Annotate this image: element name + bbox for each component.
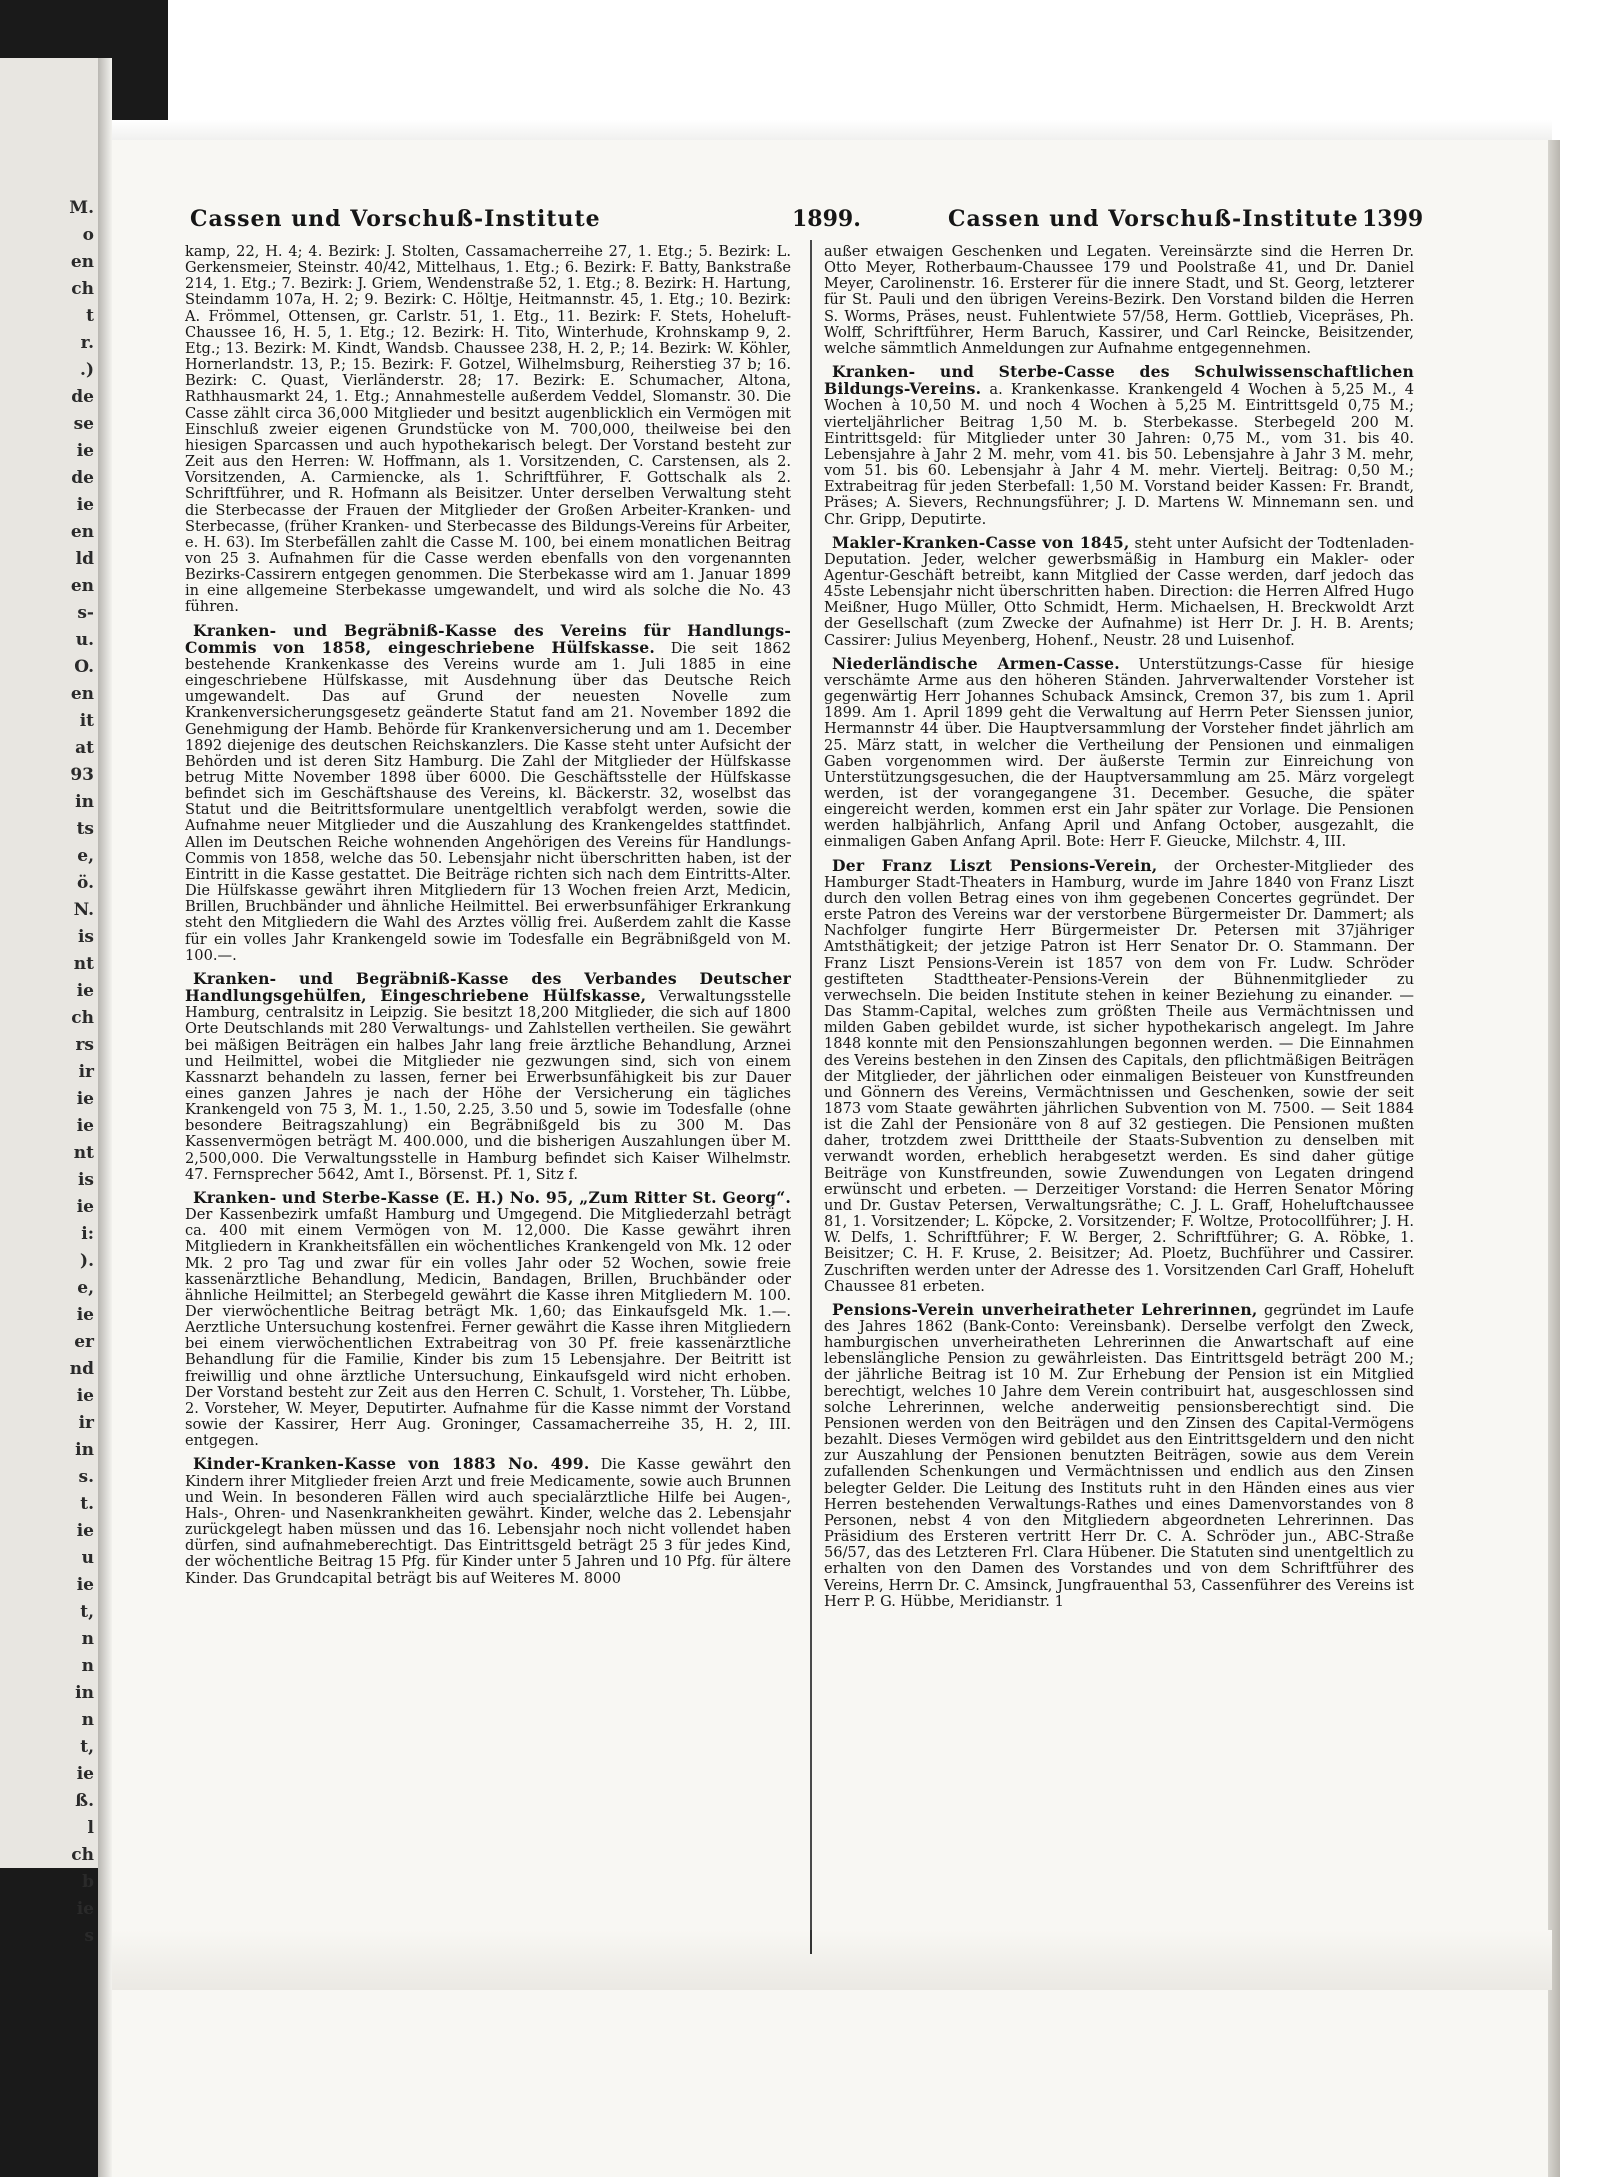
prev-page-fragment: ie (76, 1764, 94, 1784)
directory-entry (824, 855, 1414, 1295)
entry-heading: Kranken- und Begräbniß-Kasse des Verbandes Deutscher Handlungsgehülfen, Eingeschriebene Hülfskasse, (185, 968, 791, 1006)
prev-page-fragment: ß. (75, 1791, 94, 1811)
directory-entry (824, 244, 1414, 357)
prev-page-fragment: ir (78, 1062, 94, 1082)
entry-body: a. Krankenkasse. Krankengeld 4 Wochen à 5,25 M., 4 Wochen à 10,50 M. und noch 4 Wochen à 5,25 M. Eintrittsgeld 0,75 M.; vierteljährlicher Beitrag 1,50 M. b. Sterbekasse. Sterbegeld 200 M. Eintrittsgeld: für Mitglieder unter 30 Jahren: 0,75 M., vom 31. bis 40. Lebensjahre à Jahr 2 M. mehr, vom 41. bis 50. Lebensjahre à Jahr 3 M. mehr, vom 51. bis 60. Lebensjahr à Jahr 4 M. mehr. Viertelj. Beitrag: 0,50 M.; Extrabeitrag für jeden Sterbefall: 1,50 M. Vorstand beider Kassen: Fr. Brandt, Präses; A. Sievers, Rechnungsführer; J. D. Martens W. Minnemann sen. und Chr. Gripp, Deputirte. (824, 381, 1414, 528)
prev-page-fragment: ie (76, 1386, 94, 1406)
prev-page-fragment: in (75, 1683, 94, 1703)
running-head-year: 1899. (792, 206, 861, 232)
prev-page-fragment: ld (75, 549, 94, 569)
prev-page-fragment: n (81, 1710, 94, 1730)
prev-page-fragment: ie (76, 1305, 94, 1325)
directory-entry (185, 968, 791, 1183)
prev-page-fragment: ch (71, 279, 94, 299)
entry-body: Die Kasse gewährt den Kindern ihrer Mitglieder freien Arzt und freie Medicamente, sowie auch Brunnen und Wein. In besonderen Fällen wird auch specialärztliche Hilfe bei Augen-, Hals-, Ohren- und Nasenkrankheiten gewährt. Kinder, welche das 2. Lebensjahr zurückgelegt haben müssen und das 16. Lebensjahr noch nicht vollendet haben dürfen, sind aufnahmeberechtigt. Das Eintrittsgeld beträgt 25 Ꝫ für jedes Kind, der wöchentliche Beitrag 15 Pfg. für Kinder unter 5 Jahren und 10 Pfg. für ältere Kinder. Das Grundcapital beträgt bis auf Weiteres M. 8000 (185, 1456, 792, 1587)
entry-body: kamp, 22, H. 4; 4. Bezirk: J. Stolten, Cassamacherreihe 27, 1. Etg.; 5. Bezirk: L. Gerkensmeier, Steinstr. 40/42, Mittelhaus, 1. Etg.; 6. Bezirk: F. Batty, Bankstraße 214, 1. Etg.; 7. Bezirk: J. Griem, Wendenstraße 52, 1. Etg.; 8. Bezirk: H. Hartung, Steindamm 107a, H. 2; 9. Bezirk: C. Höltje, Heitmannstr. 45, 1. Etg.; 10. Bezirk: A. Frömmel, Ottensen, gr. Carlstr. 51, 1. Etg., 11. Bezirk: F. Stets, Hoheluft-Chaussee 16, H. 5, 1. Etg.; 12. Bezirk: H. Tito, Winterhude, Krohnskamp 9, 2. Etg.; 13. Bezirk: M. Kindt, Wandsb. Chaussee 238, H. 2, P.; 14. Bezirk: W. Köhler, Hornerlandstr. 13, P.; 15. Bezirk: F. Gotzel, Wilhelmsburg, Reiherstieg 37 b; 16. Bezirk: C. Quast, Vierländerstr. 28; 17. Bezirk: E. Schumacher, Altona, Rathhausmarkt 24, 1. Etg.; Annahmestelle außerdem Veddel, Slomanstr. 30. Die Casse zählt circa 36,000 Mitglieder und besitzt augenblicklich ein Vermögen mit Einschluß zweier eigenen Grundstücke von M. 700,000, theilweise bei den hiesigen Sparcassen und auch hypothekarisch belegt. Der Vorstand besteht zur Zeit aus den Herren: W. Hoffmann, als 1. Vorsitzenden, C. Carstensen, als 2. Vorsitzenden, A. Carmiencke, als 1. Schriftführer, F. Gottschalk als 2. Schriftführer, und R. Hofmann als Beisitzer. Unter derselben Verwaltung steht die Sterbecasse der Frauen der Mitglieder der Großen Arbeiter-Kranken- und Sterbecasse, (früher Kranken- und Sterbecasse des Bildungs-Vereins für Arbeiter, e. H. 63). Im Sterbefällen zahlt die Casse M. 100, bei einem monatlichen Beitrag von 25 Ꝫ. Aufnahmen für die Casse werden ebenfalls von den vorgenannten Bezirks-Cassirern entgegen genommen. Die Sterbekasse wird am 1. Januar 1899 in eine allgemeine Sterbekasse umgewandelt, und wird als solche die No. 43 führen. (185, 243, 791, 616)
prev-page-fragment: ö. (77, 873, 94, 893)
column-divider-end (810, 1930, 812, 1954)
prev-page-fragment: is (77, 927, 94, 947)
entry-body: Die seit 1862 bestehende Krankenkasse des Vereins wurde am 1. Juli 1885 in eine eingeschriebene Hülfskasse, mit Ausdehnung über das Deutsche Reich umgewandelt. Das auf Grund der neuesten Novelle zum Krankenversicherungsgesetz geänderte Statut fand am 21. November 1892 die Genehmigung der Hamb. Behörde für Krankenversicherung und am 1. December 1892 diejenige des deutschen Reichskanzlers. Die Kasse steht unter Aufsicht der Behörden und ist deren Sitz Hamburg. Die Zahl der Mitglieder der Hülfskasse betrug Mitte November 1898 über 6000. Die Geschäftsstelle der Hülfskasse befindet sich im Geschäftshause des Vereins, kl. Bäckerstr. 32, woselbst das Statut und die Beitrittsformulare unentgeltlich verabfolgt werden, sowie die Aufnahme neuer Mitglieder und die Auszahlung des Krankengeldes stattfindet. Allen im Deutschen Reiche wohnenden Angehörigen des Vereins für Handlungs-Commis von 1858, welche das 50. Lebensjahr nicht überschritten haben, ist der Eintritt in die Kasse gestattet. Die Beiträge richten sich nach dem Eintritts-Alter. Die Hülfskasse gewährt ihren Mitgliedern für 13 Wochen freien Arzt, Medicin, Brillen, Bruchbänder und ähnliche Heilmittel. Bei erwerbsunfähiger Erkrankung steht den Mitgliedern die Wahl des Arztes völlig frei. Außerdem zahlt die Kasse für ein volles Jahr Krankengeld sowie im Todesfalle ein Begräbnißgeld von M. 100.—. (185, 639, 791, 964)
prev-page-fragment: s. (78, 1467, 94, 1487)
prev-page-fragment: ie (76, 1899, 94, 1919)
prev-page-fragment: er (74, 1332, 94, 1352)
directory-entry (185, 620, 791, 964)
prev-page-fragment: .) (80, 360, 94, 380)
entry-body: Der Kassenbezirk umfaßt Hamburg und Umgegend. Die Mitgliederzahl beträgt ca. 400 mit einem Vermögen von M. 12,000. Die Kasse gewährt ihren Mitgliedern in Krankheitsfällen ein wöchentliches Krankengeld von Mk. 12 oder Mk. 2 pro Tag und zwar für ein volles Jahr oder 52 Wochen, sowie freie kassenärztliche Behandlung, Medicin, Bandagen, Brillen, Bruchbänder oder ähnliche Heilmittel; an Sterbegeld gewährt die Kasse ihren Mitgliedern M. 100. Der vierwöchentliche Beitrag beträgt Mk. 1,60; das Einkaufsgeld Mk. 1.—. Aerztliche Untersuchung kostenfrei. Ferner gewährt die Kasse ihren Mitgliedern bei einem vierwöchentlichen Extrabeitrag von 30 Pf. freie kassenärztliche Behandlung für die Familie, Kinder bis zum 15 Lebensjahre. Der Beitritt ist freiwillig und ohne ärztliche Untersuchung, Einkaufsgeld wird nicht erhoben. Der Vorstand besteht zur Zeit aus den Herren C. Schult, 1. Vorsteher, Th. Lübbe, 2. Vorsteher, W. Meyer, Deputirter. Aufnahme für die Kasse nimmt der Vorstand sowie der Kassirer, Herr Aug. Groninger, Cassamacherreihe 35, H. 2, III. entgegen. (185, 1206, 791, 1450)
entry-body: gegründet im Laufe des Jahres 1862 (Bank-Conto: Vereinsbank). Derselbe verfolgt den Zweck, hamburgischen unverheiratheten Lehrerinnen die Anwartschaft auf eine lebenslängliche Pension zu gewährleisten. Das Eintrittsgeld beträgt 200 M.; der jährliche Beitrag ist 10 M. Zur Erhebung der Pension ist ein Mitglied berechtigt, welches 10 Jahre dem Verein contribuirt hat, ausgeschlossen sind solche Lehrerinnen, welche anderweitig pensionsberechtigt sind. Die Pensionen werden von den Beiträgen und den Zinsen des Capital-Vermögens bezahlt. Dieses Vermögen wird gebildet aus den Eintrittsgeldern und den nicht zur Auszahlung der Pensionen benutzten Beiträgen, sowie aus dem Verein zufallenden Schenkungen und Vermächtnissen und endlich aus den Zinsen belegter Gelder. Die Leitung des Instituts ruht in den Händen eines aus vier Herren bestehenden Verwaltungs-Rathes und eines Damenvorstandes von 8 Personen, nebst 4 von den Mitgliedern abgeordneten Lehrerinnen. Das Präsidium des Ersteren vertritt Herr Dr. C. A. Schröder jun., ABC-Straße 56/57, das des Letzteren Frl. Clara Hübener. Die Statuten sind unentgeltlich zu erhalten von den Damen des Vorstandes und von dem Schriftführer des Vereins, Herrn Dr. C. Amsinck, Jungfrauenthal 53, Cassenführer des Vereins ist Herr P. G. Hübbe, Meridianstr. 1 (824, 1301, 1415, 1610)
prev-page-fragment: e, (77, 846, 94, 866)
prev-page-fragment: s (84, 1926, 94, 1946)
entry-heading: Kinder-Kranken-Kasse von 1883 No. 499. (193, 1454, 590, 1474)
directory-entry (824, 1299, 1415, 1610)
prev-page-fragment: ). (80, 1251, 94, 1271)
prev-page-fragment: at (75, 738, 94, 758)
prev-page-fragment: it (79, 711, 94, 731)
prev-page-fragment: i: (81, 1224, 94, 1244)
running-head-left: Cassen und Vorschuß-Institute (190, 206, 601, 232)
entry-heading: Der Franz Liszt Pensions-Verein, (832, 855, 1158, 875)
entry-body: außer etwaigen Geschenken und Legaten. Vereinsärzte sind die Herren Dr. Otto Meyer, Rotherbaum-Chaussee 179 und Poolstraße 41, und Dr. Daniel Meyer, Carolinenstr. 16. Ersterer für die innere Stadt, und St. Georg, letzterer für St. Pauli und den übrigen Vereins-Bezirk. Den Vorstand bilden die Herren S. Worms, Präses, neust. Fuhlentwiete 57/58, Herm. Gottlieb, Vicepräses, Ph. Wolff, Schriftführer, Herm Baruch, Kassirer, und Carl Reincke, Beisitzender, welche sämmtlich Anmeldungen zur Aufnahme entgegennehmen. (824, 243, 1414, 357)
prev-page-fragment: t, (80, 1602, 94, 1622)
entry-body: steht unter Aufsicht der Todtenladen-Deputation. Jeder, welcher gewerbsmäßig in Hamburg ein Makler- oder Agentur-Geschäft betreibt, kann Mitglied der Casse werden, darf jedoch das 45ste Lebensjahr nicht überschritten haben. Direction: die Herren Alfred Hugo Meißner, Hugo Müller, Otto Schmidt, Herm. Michaelsen, H. Breckwoldt Arzt der Gesellschaft (zum Zwecke der Aufnahme) ist Herr Dr. J. H. B. Arents; Cassirer: Julius Meyenberg, Hohenf., Neustr. 28 und Luisenhof. (824, 534, 1415, 649)
prev-page-fragment: ie (76, 1521, 94, 1541)
prev-page-fragment: 93 (70, 765, 94, 785)
prev-page-fragment: n (81, 1656, 94, 1676)
entry-heading: Makler-Kranken-Casse von 1845, (832, 532, 1130, 552)
prev-page-fragment: in (75, 792, 94, 812)
prev-page-fragment: is (77, 1170, 94, 1190)
directory-entry (824, 653, 1414, 851)
prev-page-fragment: ie (76, 1197, 94, 1217)
directory-entry (185, 244, 791, 616)
prev-page-fragment: u (81, 1548, 94, 1568)
prev-page-fragment: ch (71, 1008, 94, 1028)
prev-page-fragment: rs (75, 1035, 94, 1055)
entry-body: Unterstützungs-Casse für hiesige verschämte Arme aus den höheren Ständen. Jahrverwaltender Vorsteher ist gegenwärtig Herr Johannes Schuback Amsinck, Cremon 37, bis zum 1. April 1899. Am 1. April 1899 geht die Verwaltung auf Herrn Peter Sienssen junior, Hermannstr 44 über. Die Hauptversammlung der Vorsteher findet jährlich am 25. März statt, in welcher die Vertheilung der Pensionen und einmaligen Gaben vorgenommen wird. Der äußerste Termin zur Einreichung von Unterstützungsgesuchen, die der Hauptversammlung am 25. März vorgelegt werden, ist der vorangegangene 31. December. Gesuche, die später eingereicht werden, kommen erst ein Jahr später zur Vorlage. Die Pensionen werden halbjährlich, Anfang April und Anfang October, ausgezahlt, die einmaligen Gaben Anfang April. Bote: Herr F. Gieucke, Milchstr. 4, III. (824, 655, 1414, 851)
text-column-left (185, 244, 791, 1930)
prev-page-fragment: ts (76, 819, 94, 839)
directory-entry (185, 1456, 791, 1586)
prev-page-fragment: ie (76, 981, 94, 1001)
prev-page-fragment: en (70, 252, 94, 272)
prev-page-fragment: n (81, 1629, 94, 1649)
prev-page-fragment: nt (73, 954, 94, 974)
prev-page-fragment: se (73, 414, 94, 434)
prev-page-fragment: ie (76, 1089, 94, 1109)
prev-page-fragment: s- (77, 603, 94, 623)
page-right-edge (1548, 140, 1560, 2177)
prev-page-fragment: nd (69, 1359, 94, 1379)
prev-page-fragment: en (70, 576, 94, 596)
prev-page-fragment: M. (69, 198, 94, 218)
directory-entry (185, 1187, 791, 1450)
book-gutter (98, 58, 112, 2177)
prev-page-fragment: ie (76, 441, 94, 461)
prev-page-fragment: t. (80, 1494, 94, 1514)
prev-page-fragment: r. (80, 333, 94, 353)
prev-page-fragment: N. (73, 900, 94, 920)
page-number: 1399 (1362, 206, 1424, 232)
previous-page-edge (0, 58, 98, 1946)
running-head-right: Cassen und Vorschuß-Institute (948, 206, 1359, 232)
entry-heading: Kranken- und Sterbe-Casse des Schulwissenschaftlichen Bildungs-Vereins. (824, 362, 1414, 399)
entry-heading: Niederländische Armen-Casse. (832, 653, 1120, 673)
prev-page-fragment: ch (71, 1845, 94, 1865)
prev-page-fragment: de (71, 387, 94, 407)
prev-page-fragment: ir (78, 1413, 94, 1433)
prev-page-fragment: b (82, 1872, 94, 1892)
directory-entry (824, 532, 1415, 649)
prev-page-fragment: t, (80, 1737, 94, 1757)
entry-heading: Kranken- und Sterbe-Kasse (E. H.) No. 95, „Zum Ritter St. Georg“. (193, 1187, 791, 1207)
prev-page-fragment: t (86, 306, 94, 326)
entry-body: der Orchester-Mitglieder des Hamburger Stadt-Theaters in Hamburg, wurde im Jahre 1840 von Franz Liszt durch den vollen Betrag eines von ihm gegebenen Concertes gegründet. Der erste Patron des Vereins war der verstorbene Bürgermeister Dr. Dammert; als Nachfolger fungirte Herr Bürgermeister Dr. Petersen mit 37jähriger Amtsthätigkeit; der jetzige Patron ist Herr Senator Dr. O. Stammann. Der Franz Liszt Pensions-Verein ist 1857 von dem von Fr. Ludw. Schröder gestifteten Stadttheater-Pensions-Verein der Bühnenmitglieder zu verwechseln. Die beiden Institute stehen in keiner Beziehung zu einander. — Das Stamm-Capital, welches zum größten Theile aus Vermächtnissen und milden Gaben gebildet wurde, ist sicher hypothekarisch angelegt. Im Jahre 1848 konnte mit den Pensionszahlungen begonnen werden. — Die Einnahmen des Vereins bestehen in den Zinsen des Capitals, den pflichtmäßigen Beiträgen der Mitglieder, der jährlichen oder einmaligen Beisteuer von Kunstfreunden und Gönnern des Vereins, Vermächtnissen und Geschenken, sowie der seit 1873 vom Staate gewährten jährlichen Subvention von M. 7500. — Seit 1884 ist die Zahl der Pensionäre von 8 auf 32 gestiegen. Die Pensionen mußten daher, trotzdem zwei Dritttheile der Staats-Subvention zu denselben mit verwandt worden, erheblich herabgesetzt werden. Es sind daher gütige Beiträge von Kunstfreunden, sowie Zuwendungen von Legaten dringend erwünscht und erbeten. — Derzeitiger Vorstand: die Herren Senator Möring und Dr. Gustav Petersen, Verwaltungsräthe; C. J. L. Graff, Hoheluftchaussee 81, 1. Vorsitzender; L. Köpcke, 2. Vorsitzender; F. Woltze, Protocollführer; J. H. W. Delfs, 1. Schriftführer; F. W. Berger, 2. Schriftführer; G. A. Röbke, 1. Beisitzer; C. H. F. Kruse, 2. Beisitzer; Ad. Ploetz, Buchführer und Cassirer. Zuschriften werden unter der Adresse des 1. Vorsitzenden Carl Graff, Hoheluft Chaussee 81 erbeten. (824, 857, 1414, 1295)
prev-page-fragment: e, (77, 1278, 94, 1298)
prev-page-fragment: en (70, 684, 94, 704)
prev-page-fragment: in (75, 1440, 94, 1460)
prev-page-fragment: ie (76, 1575, 94, 1595)
entry-heading: Kranken- und Begräbniß-Kasse des Vereins für Handlungs-Commis von 1858, eingeschriebene Hülfskasse. (185, 620, 791, 657)
prev-page-fragment: en (70, 522, 94, 542)
prev-page-fragment: o (82, 225, 94, 245)
text-column-right (824, 244, 1414, 1930)
page-bottom-margin (112, 1930, 1552, 1990)
entry-heading: Pensions-Verein unverheiratheter Lehrerinnen, (832, 1299, 1258, 1319)
prev-page-fragment: u. (75, 630, 94, 650)
prev-page-fragment: nt (73, 1143, 94, 1163)
prev-page-fragment: l (87, 1818, 94, 1838)
column-divider (810, 240, 812, 1930)
prev-page-fragment: ie (76, 495, 94, 515)
prev-page-fragment: O. (74, 657, 94, 677)
prev-page-fragment: de (71, 468, 94, 488)
entry-body: Verwaltungsstelle Hamburg, centralsitz in Leipzig. Sie besitzt 18,200 Mitglieder, die sich auf 1800 Orte Deutschlands mit 280 Verwaltungs- und Zahlstellen vertheilen. Sie gewährt bei mäßigen Beiträgen ein halbes Jahr lang freie ärztliche Behandlung, Arznei und Heilmittel, wobei die Mitglieder nie gezwungen sind, sich von einem Kassnarzt behandeln zu lassen, ferner bei Erwerbsunfähigkeit bis zur Dauer eines ganzen Jahres je nach der Höhe der Versicherung ein tägliches Krankengeld von 75 Ꝫ, M. 1., 1.50, 2.25, 3.50 und 5, sowie im Todesfalle (ohne besondere Beitragszahlung) ein Begräbnißgeld bis zu 300 M. Das Kassenvermögen beträgt M. 400.000, und die bisherigen Auszahlungen über M. 2,500,000. Die Verwaltungsstelle in Hamburg befindet sich Kaiser Wilhelmstr. 47. Fernsprecher 5642, Amt I., Börsenst. Pf. 1, Sitz f. (185, 988, 791, 1183)
directory-entry (824, 364, 1414, 528)
prev-page-fragment: ie (76, 1116, 94, 1136)
